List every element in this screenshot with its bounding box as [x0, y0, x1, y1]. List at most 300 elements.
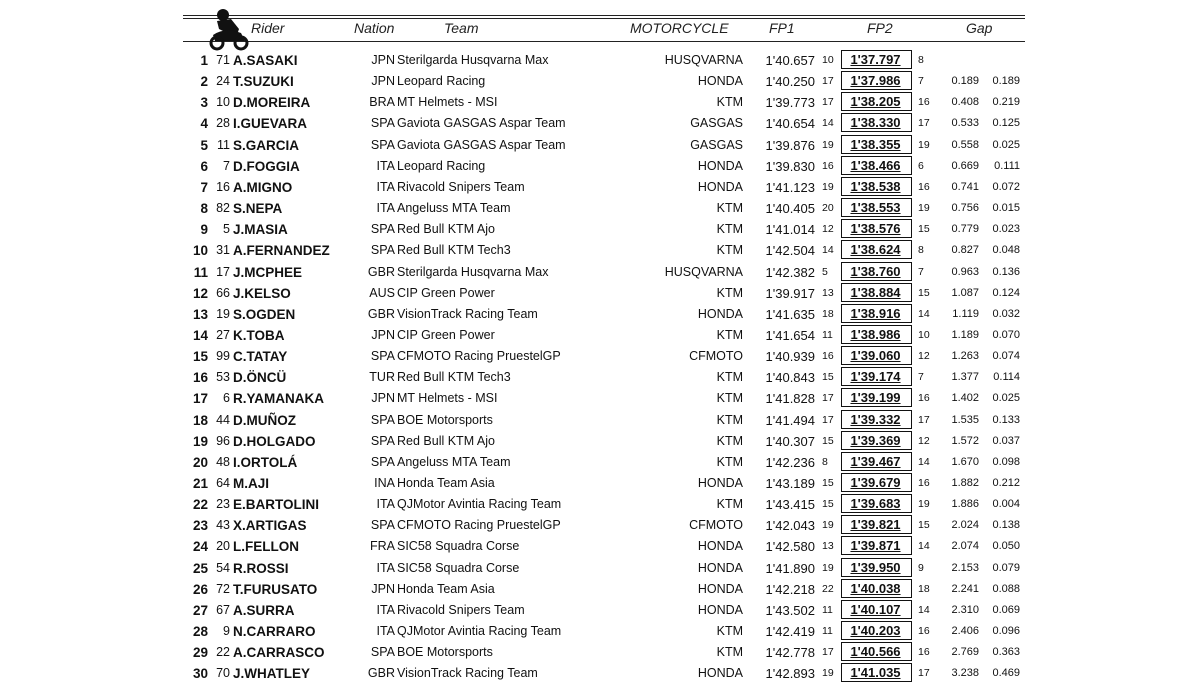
rider-name: D.MUÑOZ [233, 412, 296, 428]
rider-number: 27 [216, 327, 230, 342]
team-name: CIP Green Power [397, 285, 495, 300]
gap-to-previous: 0.219 [992, 96, 1020, 109]
motorcycle: CFMOTO [689, 349, 743, 364]
fp1-position: 19 [822, 667, 834, 680]
team-name: Leopard Racing [397, 158, 486, 173]
position: 23 [192, 518, 208, 534]
fp2-position: 15 [918, 519, 930, 532]
fp2-time: 1'40.203 [850, 623, 901, 639]
rider-number: 17 [216, 264, 230, 279]
fp1-time: 1'42.893 [765, 666, 815, 682]
gap-to-first: 0.756 [951, 202, 979, 215]
fp1-time: 1'39.773 [765, 95, 815, 111]
rider-name: E.BARTOLINI [233, 497, 320, 513]
gap-to-previous: 0.079 [992, 561, 1020, 574]
gap-to-previous: 0.098 [992, 455, 1020, 468]
gap-to-previous: 0.032 [992, 307, 1020, 320]
fp1-position: 13 [822, 540, 834, 553]
gap-to-first: 1.535 [951, 413, 979, 426]
nation: INA [374, 476, 395, 490]
rider-number: 53 [216, 370, 230, 385]
gap-to-first: 2.074 [951, 540, 979, 553]
fp2-time: 1'40.038 [850, 580, 901, 596]
fp1-time: 1'43.189 [765, 476, 815, 491]
fp1-time: 1'42.580 [765, 539, 815, 555]
gap-to-previous: 0.023 [992, 223, 1020, 236]
fp1-time: 1'42.504 [765, 243, 815, 259]
header-fp1: FP1 [769, 20, 795, 36]
table-row [0, 536, 1200, 557]
fp2-time: 1'39.060 [850, 348, 901, 364]
gap-to-first: 1.263 [951, 350, 979, 363]
gap-to-previous: 0.025 [992, 138, 1020, 151]
gap-to-first: 1.886 [951, 498, 979, 511]
rider-name: C.TATAY [233, 349, 288, 365]
rider-number: 24 [216, 74, 230, 89]
fp1-time: 1'42.236 [765, 454, 815, 470]
position: 12 [192, 285, 208, 301]
fp1-position: 8 [822, 455, 828, 468]
fp2-time: 1'38.466 [850, 157, 901, 173]
fp2-position: 8 [918, 244, 924, 257]
rider-number: 9 [223, 624, 230, 639]
fp1-position: 11 [822, 603, 833, 616]
nation: SPA [370, 222, 395, 237]
nation: JPN [371, 581, 395, 596]
position: 4 [200, 116, 208, 132]
gap-to-first: 1.377 [951, 371, 979, 384]
nation: TUR [369, 370, 395, 385]
fp1-position: 22 [822, 582, 834, 595]
table-row [0, 452, 1200, 473]
gap-to-previous: 0.070 [992, 328, 1020, 341]
position: 26 [192, 581, 208, 597]
team-name: Gaviota GASGAS Aspar Team [397, 116, 566, 131]
rider-name: D.HOLGADO [233, 433, 316, 449]
rider-number: 11 [217, 137, 230, 152]
fp2-position: 7 [918, 265, 924, 278]
fp1-position: 11 [822, 625, 833, 638]
rider-name: R.YAMANAKA [233, 391, 325, 407]
fp2-position: 7 [918, 371, 924, 384]
nation: ITA [376, 201, 395, 216]
position: 29 [192, 645, 208, 661]
fp1-time: 1'40.405 [765, 201, 815, 217]
team-name: Sterilgarda Husqvarna Max [397, 264, 549, 279]
rider-name: J.MCPHEE [233, 264, 303, 280]
team-name: VisionTrack Racing Team [397, 666, 538, 681]
gap-to-previous: 0.114 [993, 371, 1020, 384]
fp1-time: 1'40.654 [765, 116, 815, 132]
motorcycle: KTM [716, 645, 743, 660]
team-name: Gaviota GASGAS Aspar Team [397, 137, 566, 152]
gap-to-previous: 0.048 [992, 244, 1020, 257]
rider-name: D.FOGGIA [233, 158, 300, 174]
fp1-position: 13 [822, 286, 834, 299]
gap-to-first: 2.406 [951, 625, 979, 638]
nation: SPA [370, 349, 395, 364]
nation: JPN [371, 327, 395, 342]
rider-name: D.MOREIRA [233, 95, 311, 111]
fp2-time: 1'40.107 [850, 601, 901, 617]
gap-to-previous: 0.015 [992, 202, 1020, 215]
fp1-position: 17 [822, 392, 834, 405]
fp2-position: 16 [918, 646, 930, 659]
nation: GBR [367, 264, 395, 279]
motorcycle: HONDA [697, 539, 743, 554]
position: 28 [192, 624, 208, 640]
rider-number: 43 [216, 518, 230, 533]
fp1-time: 1'41.014 [765, 222, 815, 238]
rider-name: I.GUEVARA [233, 116, 308, 132]
motorcycle: KTM [716, 391, 743, 406]
gap-to-first: 0.408 [951, 96, 979, 109]
rider-name: J.WHATLEY [233, 666, 310, 682]
gap-to-first: 0.741 [951, 180, 979, 193]
team-name: BOE Motorsports [397, 645, 493, 660]
header-fp2: FP2 [867, 20, 893, 36]
fp1-position: 17 [822, 413, 834, 426]
fp1-position: 15 [822, 498, 834, 511]
position: 9 [200, 222, 208, 238]
table-row [0, 642, 1200, 663]
table-row [0, 135, 1200, 156]
rider-number: 16 [216, 179, 230, 194]
table-row [0, 304, 1200, 325]
gap-to-first: 2.310 [951, 603, 979, 616]
motorcycle: KTM [716, 433, 743, 448]
fp2-position: 16 [918, 180, 930, 193]
nation: BRA [369, 95, 395, 110]
fp2-position: 14 [918, 307, 930, 320]
fp2-position: 17 [918, 117, 930, 130]
gap-to-first: 0.558 [951, 138, 979, 151]
fp2-position: 19 [918, 498, 930, 511]
nation: SPA [370, 454, 395, 469]
fp2-time: 1'38.986 [850, 326, 901, 342]
team-name: SIC58 Squadra Corse [397, 560, 520, 575]
rider-number: 31 [216, 243, 230, 258]
position: 8 [200, 201, 208, 217]
nation: SPA [370, 433, 395, 448]
position: 17 [192, 391, 208, 407]
gap-to-previous: 0.133 [992, 413, 1020, 426]
fp2-position: 8 [918, 54, 924, 66]
rider-number: 23 [216, 497, 230, 512]
rider-number: 19 [216, 306, 230, 321]
position: 14 [192, 327, 208, 343]
motorcycle: HUSQVARNA [664, 264, 743, 279]
position: 20 [192, 454, 208, 470]
rider-number: 82 [216, 201, 230, 216]
team-name: CIP Green Power [397, 327, 495, 342]
fp1-position: 5 [822, 265, 828, 278]
position: 11 [193, 264, 208, 280]
team-name: Sterilgarda Husqvarna Max [397, 53, 549, 67]
position: 22 [192, 497, 208, 513]
motorcycle-rider-icon [207, 7, 251, 51]
gap-to-previous: 0.136 [992, 265, 1020, 278]
team-name: QJMotor Avintia Racing Team [397, 624, 562, 639]
nation: GBR [367, 306, 395, 321]
nation: GBR [367, 666, 395, 681]
fp1-position: 16 [822, 350, 834, 363]
team-name: Angeluss MTA Team [397, 201, 511, 216]
nation: SPA [370, 412, 395, 427]
motorcycle: HONDA [697, 74, 743, 89]
fp1-position: 15 [822, 434, 834, 447]
fp2-time: 1'39.174 [850, 369, 901, 385]
fp1-time: 1'40.939 [765, 349, 815, 365]
gap-to-first: 2.024 [951, 519, 979, 532]
fp2-time: 1'38.884 [850, 284, 901, 300]
team-name: Rivacold Snipers Team [397, 602, 525, 617]
fp1-time: 1'41.635 [765, 306, 815, 322]
position: 5 [200, 137, 208, 153]
fp1-position: 19 [822, 180, 834, 193]
team-name: MT Helmets - MSI [397, 95, 498, 110]
rider-number: 44 [216, 412, 230, 427]
nation: AUS [369, 285, 395, 300]
position: 3 [200, 95, 208, 111]
table-row [0, 621, 1200, 642]
fp2-time: 1'39.332 [850, 411, 901, 427]
gap-to-first: 0.963 [951, 265, 979, 278]
table-row [0, 262, 1200, 283]
fp1-position: 16 [822, 159, 834, 172]
table-row [0, 198, 1200, 219]
rider-number: 96 [216, 433, 230, 448]
rider-name: A.MIGNO [233, 179, 293, 195]
fp2-position: 17 [918, 413, 930, 426]
table-row [0, 50, 1200, 71]
nation: ITA [376, 560, 395, 575]
gap-to-previous: 0.069 [992, 603, 1020, 616]
rider-name: R.ROSSI [233, 560, 289, 576]
table-row [0, 431, 1200, 452]
gap-to-previous: 0.138 [992, 519, 1020, 532]
table-row [0, 240, 1200, 261]
table-row [0, 325, 1200, 346]
rider-number: 70 [216, 666, 230, 681]
fp1-position: 20 [822, 202, 834, 215]
position: 13 [192, 306, 208, 322]
motorcycle: KTM [716, 327, 743, 342]
gap-to-previous: 0.074 [992, 350, 1020, 363]
rider-name: S.OGDEN [233, 306, 296, 322]
fp2-position: 18 [918, 582, 930, 595]
fp1-position: 19 [822, 519, 834, 532]
team-name: Angeluss MTA Team [397, 454, 511, 469]
position: 15 [192, 349, 208, 365]
rider-number: 10 [216, 95, 230, 110]
rider-name: D.ÖNCÜ [233, 370, 287, 386]
position: 18 [192, 412, 208, 428]
fp1-position: 17 [822, 96, 834, 109]
rider-name: J.MASIA [233, 222, 288, 238]
table-row [0, 177, 1200, 198]
fp2-time: 1'40.566 [850, 644, 901, 660]
fp2-position: 16 [918, 625, 930, 638]
fp1-time: 1'40.307 [765, 433, 815, 449]
nation: ITA [376, 624, 395, 639]
gap-to-previous: 0.050 [992, 540, 1020, 553]
gap-to-previous: 0.004 [992, 498, 1020, 511]
rider-name: T.SUZUKI [233, 74, 294, 90]
team-name: Leopard Racing [397, 74, 486, 89]
motorcycle: HONDA [697, 179, 743, 194]
motorcycle: KTM [716, 370, 743, 385]
rider-number: 48 [216, 454, 230, 469]
motorcycle: CFMOTO [689, 518, 743, 533]
fp2-position: 19 [918, 202, 930, 215]
rider-number: 20 [216, 539, 230, 554]
fp1-position: 17 [822, 75, 834, 88]
team-name: VisionTrack Racing Team [397, 306, 538, 321]
nation: JPN [371, 74, 395, 89]
fp2-time: 1'39.683 [850, 496, 901, 512]
team-name: QJMotor Avintia Racing Team [397, 497, 562, 512]
gap-to-previous: 0.363 [992, 646, 1020, 659]
rider-name: S.GARCIA [233, 137, 300, 153]
gap-to-first: 1.402 [951, 392, 979, 405]
gap-to-first: 2.153 [951, 561, 979, 574]
fp1-time: 1'39.830 [765, 158, 815, 174]
header-top-rule-2 [183, 18, 1025, 19]
header-bottom-rule [183, 41, 1025, 42]
fp1-position: 12 [822, 223, 834, 236]
fp2-time: 1'37.797 [850, 52, 901, 67]
fp1-time: 1'41.654 [765, 327, 815, 343]
nation: SPA [370, 116, 395, 131]
position: 16 [192, 370, 208, 386]
nation: SPA [370, 137, 395, 152]
motorcycle: HONDA [697, 581, 743, 596]
rider-number: 22 [216, 645, 230, 660]
motorcycle: GASGAS [690, 116, 743, 131]
rider-number: 67 [216, 602, 230, 617]
fp1-time: 1'42.778 [765, 645, 815, 661]
gap-to-previous: 0.096 [992, 625, 1020, 638]
fp1-time: 1'40.843 [765, 370, 815, 386]
fp2-position: 15 [918, 223, 930, 236]
fp2-time: 1'39.871 [850, 538, 901, 554]
rider-number: 66 [216, 285, 230, 300]
motorcycle: KTM [716, 454, 743, 469]
motorcycle: GASGAS [690, 137, 743, 152]
fp1-position: 14 [822, 117, 834, 130]
table-row [0, 410, 1200, 431]
table-row [0, 494, 1200, 515]
fp2-time: 1'38.760 [850, 263, 901, 279]
nation: ITA [376, 602, 395, 617]
fp2-time: 1'38.916 [850, 305, 901, 321]
team-name: Red Bull KTM Ajo [397, 222, 495, 237]
position: 19 [192, 433, 208, 449]
nation: JPN [371, 391, 395, 406]
position: 27 [192, 602, 208, 618]
table-row [0, 600, 1200, 621]
nation: ITA [376, 497, 395, 512]
rider-number: 54 [216, 560, 230, 575]
team-name: Honda Team Asia [397, 581, 495, 596]
table-row [0, 113, 1200, 134]
motorcycle: KTM [716, 624, 743, 639]
fp1-time: 1'40.657 [765, 53, 815, 68]
fp2-position: 15 [918, 286, 930, 299]
position: 7 [200, 179, 208, 195]
rider-name: S.NEPA [233, 201, 283, 217]
fp2-position: 6 [918, 159, 924, 172]
nation: JPN [371, 53, 395, 67]
nation: ITA [376, 158, 395, 173]
fp2-time: 1'39.679 [850, 475, 901, 490]
header-rider: Rider [251, 20, 285, 36]
fp2-position: 17 [918, 667, 930, 680]
rider-number: 64 [216, 476, 230, 490]
table-row [0, 558, 1200, 579]
fp1-time: 1'39.917 [765, 285, 815, 301]
gap-to-first: 0.533 [951, 117, 979, 130]
rider-name: A.CARRASCO [233, 645, 325, 661]
motorcycle: HUSQVARNA [664, 53, 743, 67]
gap-to-first: 1.572 [951, 434, 979, 447]
fp1-position: 14 [822, 244, 834, 257]
rider-name: K.TOBA [233, 327, 285, 343]
gap-to-first: 1.189 [951, 328, 979, 341]
table-row [0, 92, 1200, 113]
fp2-time: 1'38.553 [850, 200, 901, 216]
fp1-time: 1'42.218 [765, 581, 815, 597]
nation: SPA [370, 645, 395, 660]
motorcycle: KTM [716, 285, 743, 300]
rider-name: A.SASAKI [233, 53, 298, 68]
fp2-time: 1'41.035 [850, 665, 901, 681]
nation: ITA [376, 179, 395, 194]
header-team: Team [444, 20, 479, 36]
fp1-position: 11 [822, 328, 833, 341]
table-row [0, 473, 1200, 494]
fp2-time: 1'38.538 [850, 178, 901, 194]
rider-name: N.CARRARO [233, 624, 316, 640]
gap-to-first: 1.882 [951, 477, 979, 489]
gap-to-first: 0.827 [951, 244, 979, 257]
fp2-time: 1'38.576 [850, 221, 901, 237]
fp2-position: 16 [918, 96, 930, 109]
fp1-time: 1'40.250 [765, 74, 815, 90]
motorcycle: KTM [716, 222, 743, 237]
team-name: MT Helmets - MSI [397, 391, 498, 406]
gap-to-previous: 0.124 [992, 286, 1020, 299]
nation: SPA [370, 243, 395, 258]
rider-name: M.AJI [233, 476, 270, 491]
motorcycle: KTM [716, 497, 743, 512]
fp2-time: 1'37.986 [850, 73, 901, 89]
gap-to-first: 0.669 [951, 159, 979, 172]
table-row [0, 367, 1200, 388]
position: 25 [192, 560, 208, 576]
rider-name: L.FELLON [233, 539, 299, 555]
rider-name: J.KELSO [233, 285, 291, 301]
rider-name: I.ORTOLÁ [233, 454, 298, 470]
gap-to-previous: 0.037 [992, 434, 1020, 447]
header-gap: Gap [966, 20, 993, 36]
motorcycle: HONDA [697, 560, 743, 575]
table-row [0, 156, 1200, 177]
fp1-time: 1'42.382 [765, 264, 815, 280]
fp1-time: 1'41.890 [765, 560, 815, 576]
rider-number: 71 [216, 53, 230, 67]
